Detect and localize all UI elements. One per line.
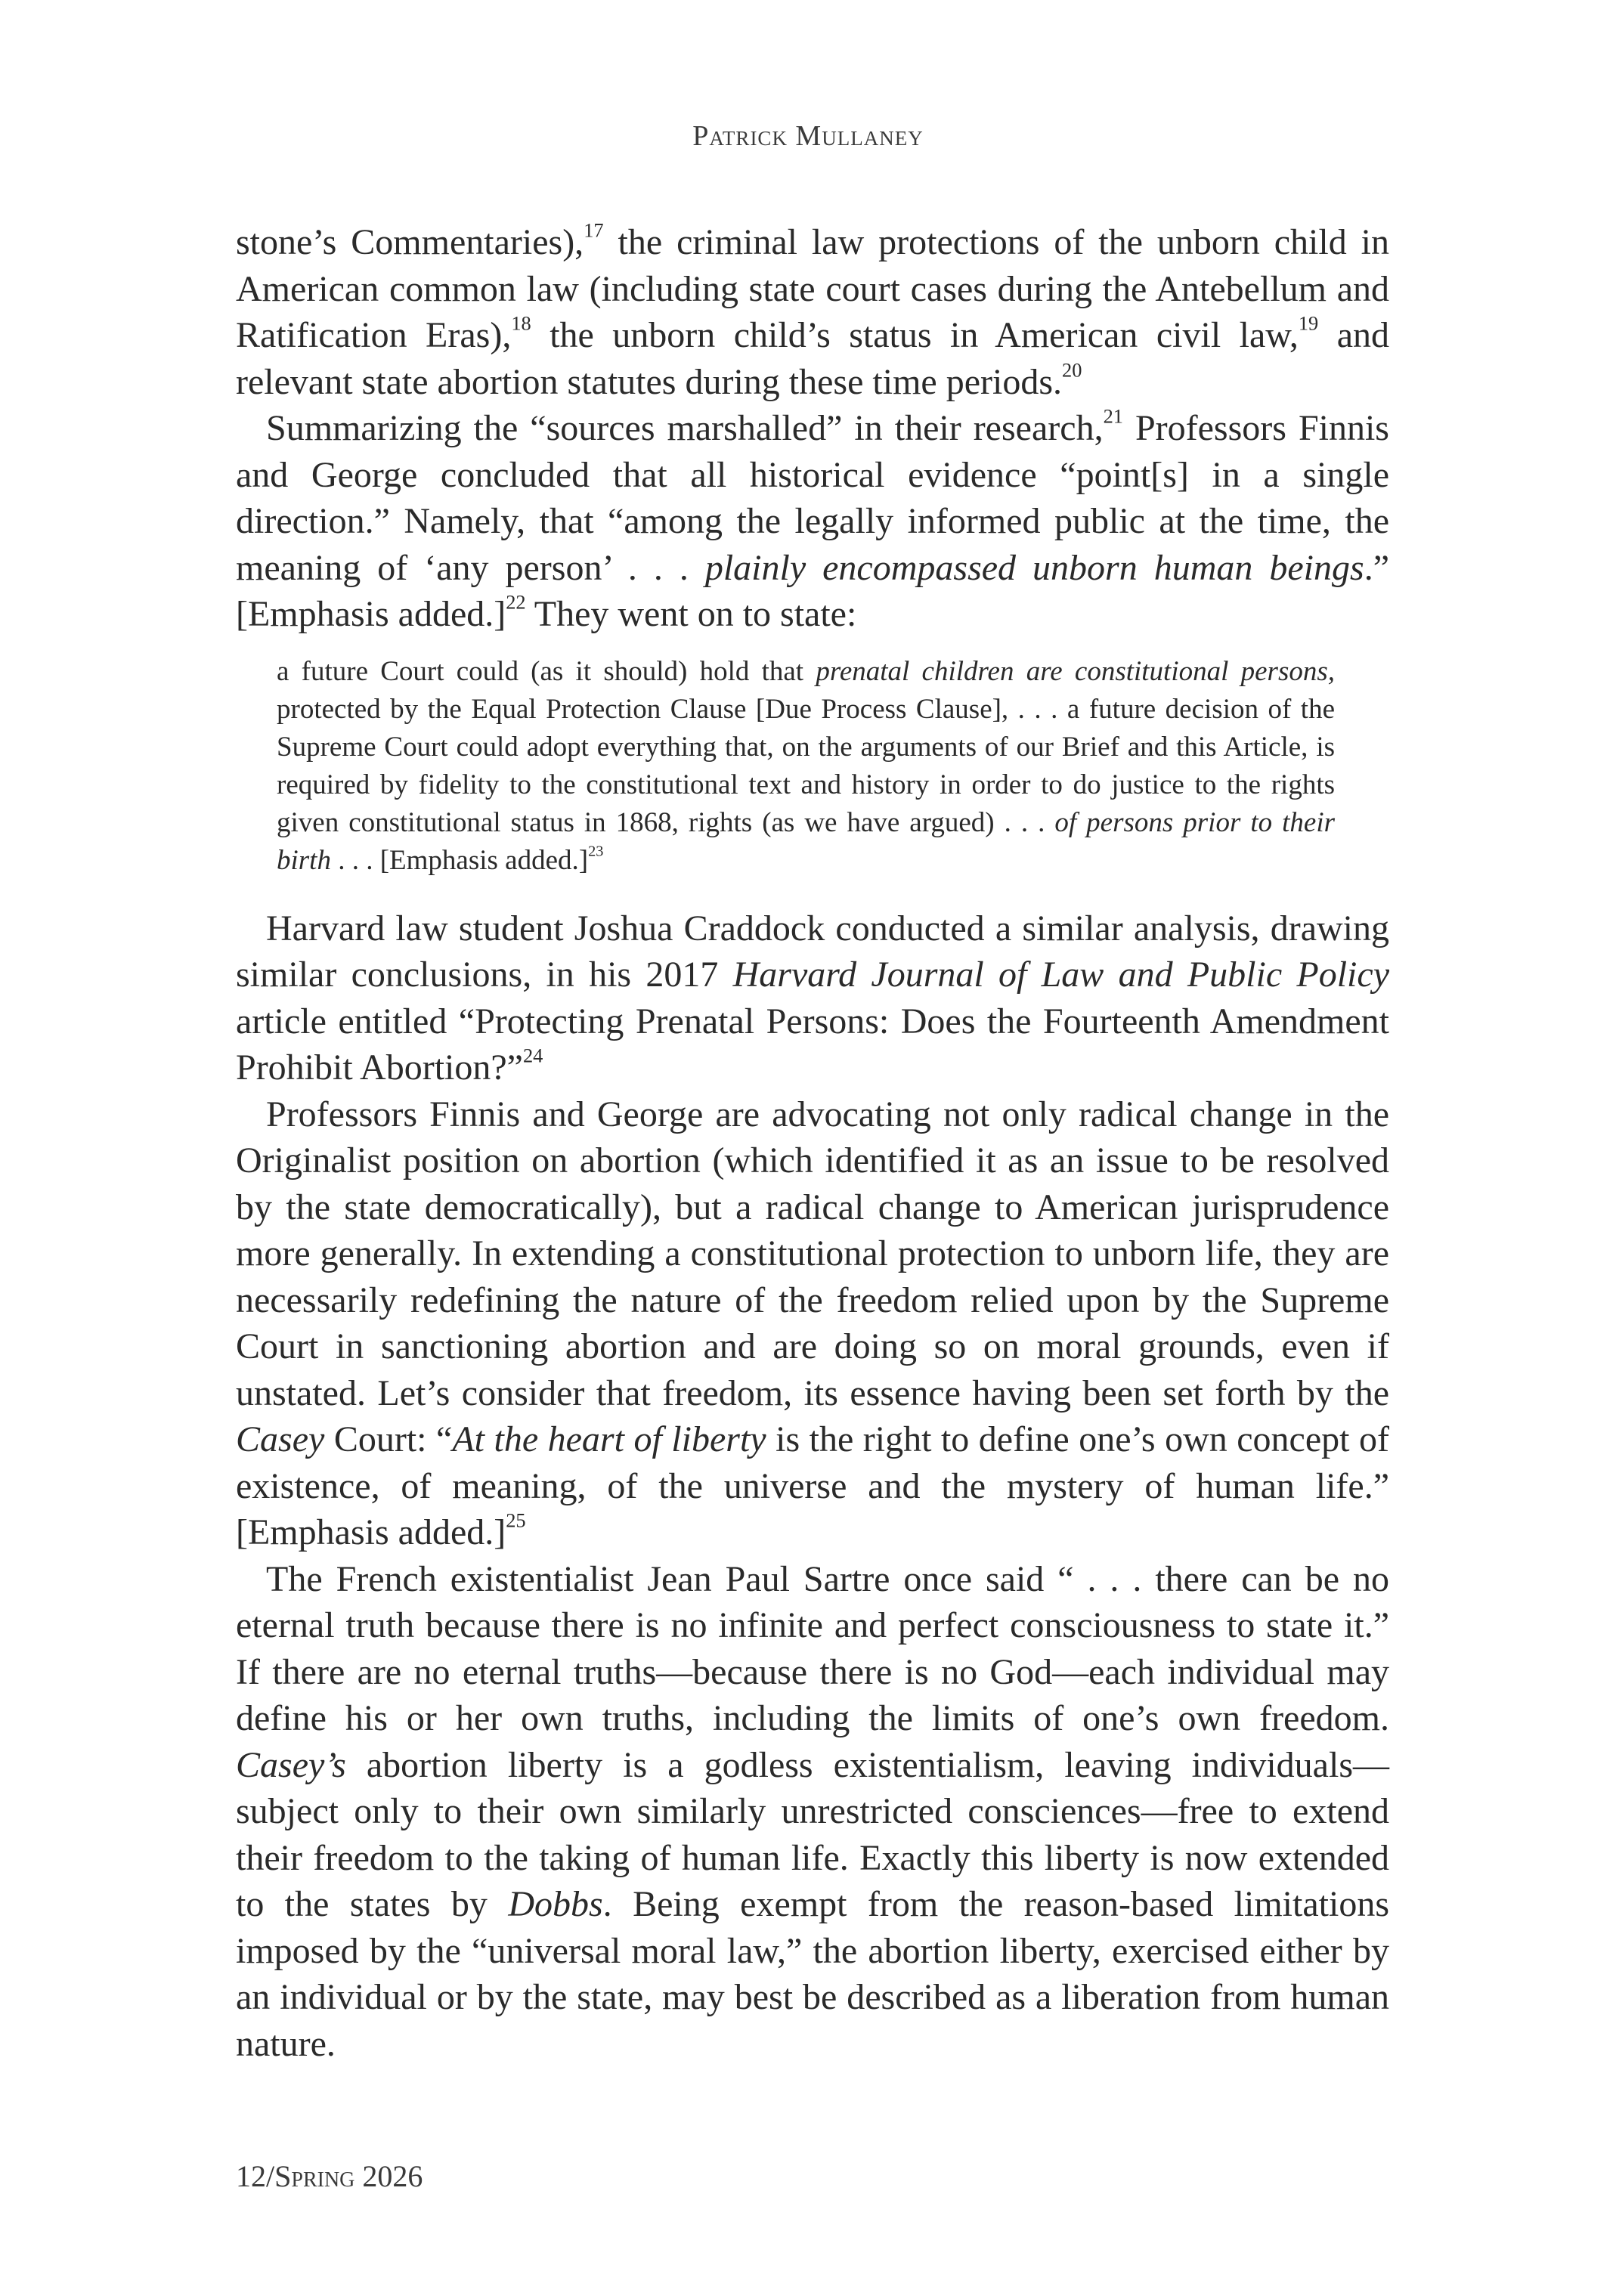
paragraph-5 <box>236 1556 1389 2068</box>
text-run: protected by the Equal Protection Clause [Due Process Clause], . . . a future decision of the Supreme Court could adopt everything that, on the arguments of our Brief and this Article, is required by fidelity to the constitutional text and history in order to do justice to the rights given constitutional status in 1868, rights (as we have argued) . . . <box>277 693 1335 838</box>
paragraph-4 <box>236 1091 1389 1556</box>
footnote-ref[interactable]: 20 <box>1062 358 1082 382</box>
text-run: and relevant state abortion statutes during these time periods. <box>236 315 1390 402</box>
text-run: . Being exempt from the reason-based limitations imposed by the “universal moral law,” the abortion liberty, exercised either by an individual or by the state, may best be described as a liberation from human nature. <box>236 1884 1389 2064</box>
footnote-ref[interactable]: 18 <box>511 311 531 335</box>
article-body <box>236 219 1389 2067</box>
journal-title: Harvard Journal of Law and Public Policy <box>732 955 1390 995</box>
footnote-ref[interactable]: 23 <box>588 843 604 860</box>
paragraph-3 <box>236 905 1389 1091</box>
text-run: Professors Finnis and George are advocating not only radical change in the Originalist position on abortion (which identified it as an issue to be resolved by the state democratically), but a radical change to American jurisprudence more generally. In extending a constitutional protection to unborn life, they are necessarily redefining the nature of the freedom relied upon by the Supreme Court in sanctioning abortion and are doing so on moral grounds, even if unstated. Let’s consider that freedom, its essence having been set forth by the <box>236 1094 1389 1413</box>
emphasis-text: plainly encompassed unborn human beings <box>704 547 1364 588</box>
text-run: They went on to state: <box>525 594 857 634</box>
text-run: a future Court could (as it should) hold that <box>277 655 816 687</box>
block-quote <box>277 653 1335 880</box>
running-head: Patrick Mullaney <box>692 120 924 152</box>
text-run: article entitled “Protecting Prenatal Persons: Does the Fourteenth Amendment Prohibit Abortion?” <box>236 1001 1389 1088</box>
text-run: the unborn child’s status in American civil law, <box>531 315 1299 355</box>
paragraph-2 <box>236 405 1389 638</box>
footnote-ref[interactable]: 25 <box>506 1508 526 1532</box>
case-name: Dobbs <box>508 1884 603 1924</box>
page-number: 12/ <box>236 2159 275 2193</box>
footnote-ref[interactable]: 22 <box>506 590 526 614</box>
footnote-ref[interactable]: 21 <box>1103 404 1123 428</box>
case-name: Casey <box>236 1419 325 1459</box>
text-run: Court: “ <box>324 1419 453 1459</box>
text-run: stone’s Commentaries), <box>236 222 584 262</box>
text-run: is the right to define one’s own concept of existence, of meaning, of the universe and the mystery of human life.” [Emphasis added.] <box>236 1419 1390 1552</box>
emphasis-text: of persons prior to their birth <box>277 806 1335 876</box>
paragraph-1 <box>236 219 1389 405</box>
footnote-ref[interactable]: 24 <box>522 1044 543 1067</box>
text-run: The French existentialist Jean Paul Sartre once said “ . . . there can be no eternal truth because there is no infinite and perfect consciousness to state it.” If there are no eternal truths—because there is no God—each individual may define his or her own truths, including the limits of one’s own freedom. <box>236 1558 1389 1738</box>
case-name: Casey’s <box>236 1744 346 1785</box>
text-run: Professors Finnis and George concluded that all historical evidence “point[s] in a single direction.” Namely, that “among the legally informed public at the time, the meaning of ‘any person’ . . . <box>236 408 1389 588</box>
text-run: Summarizing the “sources marshalled” in their research, <box>266 408 1104 448</box>
text-run: abortion liberty is a godless existentialism, leaving individuals—subject only to their own similarly unrestricted consciences—free to extend their freedom to the taking of human life. Exactly this liberty is now extended to the states by <box>236 1744 1389 1924</box>
footnote-ref[interactable]: 19 <box>1298 311 1319 335</box>
text-run: . . . [Emphasis added.] <box>330 844 589 876</box>
text-run: the criminal law protections of the unborn child in American common law (including state court cases during the Antebellum and Ratification Eras), <box>236 222 1389 355</box>
text-run: Harvard law student Joshua Craddock conducted a similar analysis, drawing similar conclusions, in his 2017 <box>236 908 1389 995</box>
page-folio <box>236 2158 423 2194</box>
emphasis-text: prenatal children are constitutional persons, <box>816 655 1335 687</box>
footnote-ref[interactable]: 17 <box>584 218 604 242</box>
issue-season: Spring <box>274 2159 355 2193</box>
issue-year: 2026 <box>354 2159 423 2193</box>
text-run: .” [Emphasis added.] <box>236 547 1389 634</box>
emphasis-text: At the heart of liberty <box>452 1419 766 1459</box>
